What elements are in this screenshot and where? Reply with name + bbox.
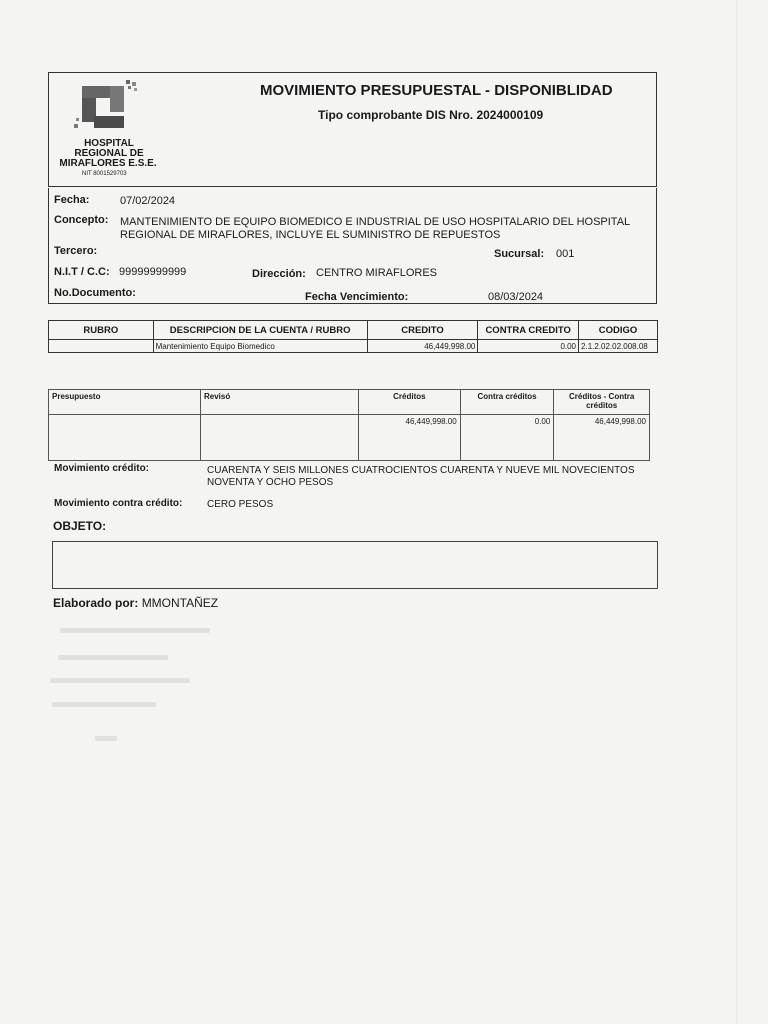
cell-contra-credito: 0.00	[478, 340, 579, 353]
tercero-label: Tercero:	[54, 245, 98, 257]
scan-smudge	[736, 0, 738, 1024]
cell-reviso	[201, 415, 359, 461]
document-title: MOVIMIENTO PRESUPUESTAL - DISPONIBLIDAD	[260, 82, 613, 99]
cell-descripcion: Mantenimiento Equipo Biomedico	[153, 340, 367, 353]
elaborado-label: Elaborado por:	[53, 596, 139, 610]
movimiento-credito-label: Movimiento crédito:	[54, 463, 150, 474]
col-rubro: RUBRO	[49, 321, 154, 340]
objeto-label: OBJETO:	[53, 519, 107, 533]
hospital-logo	[72, 78, 142, 134]
cell-creditos: 46,449,998.00	[359, 415, 461, 461]
logo-name-line1: HOSPITAL	[84, 138, 134, 149]
summary-table-header	[49, 390, 650, 415]
elaborado-por	[53, 596, 218, 610]
col-contra-creditos: Contra créditos	[460, 390, 554, 415]
concepto-value: MANTENIMIENTO DE EQUIPO BIOMEDICO E INDUSTRIAL DE USO HOSPITALARIO DEL HOSPITAL REGIONAL DE MIRAFLORES, INCLUYE EL SUMINISTRO DE REPUESTOS	[120, 216, 630, 241]
rubro-table	[48, 320, 658, 353]
direccion-label: Dirección:	[252, 268, 306, 280]
scan-smudge	[52, 702, 156, 707]
col-diferencia: Créditos - Contra créditos	[554, 390, 650, 415]
direccion-value: CENTRO MIRAFLORES	[316, 267, 438, 279]
col-credito: CREDITO	[367, 321, 478, 340]
col-reviso: Revisó	[201, 390, 359, 415]
vencimiento-label: Fecha Vencimiento:	[305, 291, 409, 303]
nit-label: N.I.T / C.C:	[54, 266, 110, 278]
logo-name-line3: MIRAFLORES E.S.E.	[59, 158, 157, 169]
col-descripcion: DESCRIPCION DE LA CUENTA / RUBRO	[153, 321, 367, 340]
logo-name-line2: REGIONAL DE	[74, 148, 144, 159]
col-codigo: CODIGO	[579, 321, 658, 340]
movimiento-contra-value: CERO PESOS	[207, 499, 274, 510]
rubro-table-header	[49, 321, 658, 340]
objeto-box	[52, 541, 658, 589]
scan-smudge	[58, 655, 168, 660]
col-creditos: Créditos	[359, 390, 461, 415]
concepto-label: Concepto:	[54, 214, 109, 226]
cell-credito: 46,449,998.00	[367, 340, 478, 353]
col-contra-credito: CONTRA CREDITO	[478, 321, 579, 340]
movimiento-credito-value: CUARENTA Y SEIS MILLONES CUATROCIENTOS CUARENTA Y NUEVE MIL NOVECIENTOS NOVENTA Y OCHO PESOS	[207, 465, 635, 488]
fecha-label: Fecha:	[54, 194, 90, 206]
summary-table	[48, 389, 650, 461]
cell-contra-creditos: 0.00	[460, 415, 554, 461]
table-row	[49, 415, 650, 461]
nodocumento-label: No.Documento:	[54, 287, 136, 299]
sucursal-label: Sucursal:	[494, 248, 545, 260]
nit-value: 99999999999	[119, 266, 187, 278]
elaborado-value: MMONTAÑEZ	[141, 596, 219, 610]
movimiento-contra-label: Movimiento contra crédito:	[54, 498, 183, 509]
logo-nit: NIT 8001529703	[82, 171, 127, 177]
cell-codigo: 2.1.2.02.02.008.08	[579, 340, 658, 353]
scan-smudge	[95, 736, 117, 741]
cell-presupuesto	[49, 415, 201, 461]
col-presupuesto: Presupuesto	[49, 390, 201, 415]
scan-smudge	[60, 628, 210, 633]
document-subtitle: Tipo comprobante DIS Nro. 2024000109	[318, 108, 544, 122]
table-row	[49, 340, 658, 353]
cell-diferencia: 46,449,998.00	[554, 415, 650, 461]
hospital-logo-icon	[72, 78, 142, 134]
sucursal-value: 001	[556, 248, 575, 260]
vencimiento-value: 08/03/2024	[488, 291, 544, 303]
cell-rubro	[49, 340, 154, 353]
scan-smudge	[50, 678, 190, 683]
fecha-value: 07/02/2024	[120, 195, 176, 207]
